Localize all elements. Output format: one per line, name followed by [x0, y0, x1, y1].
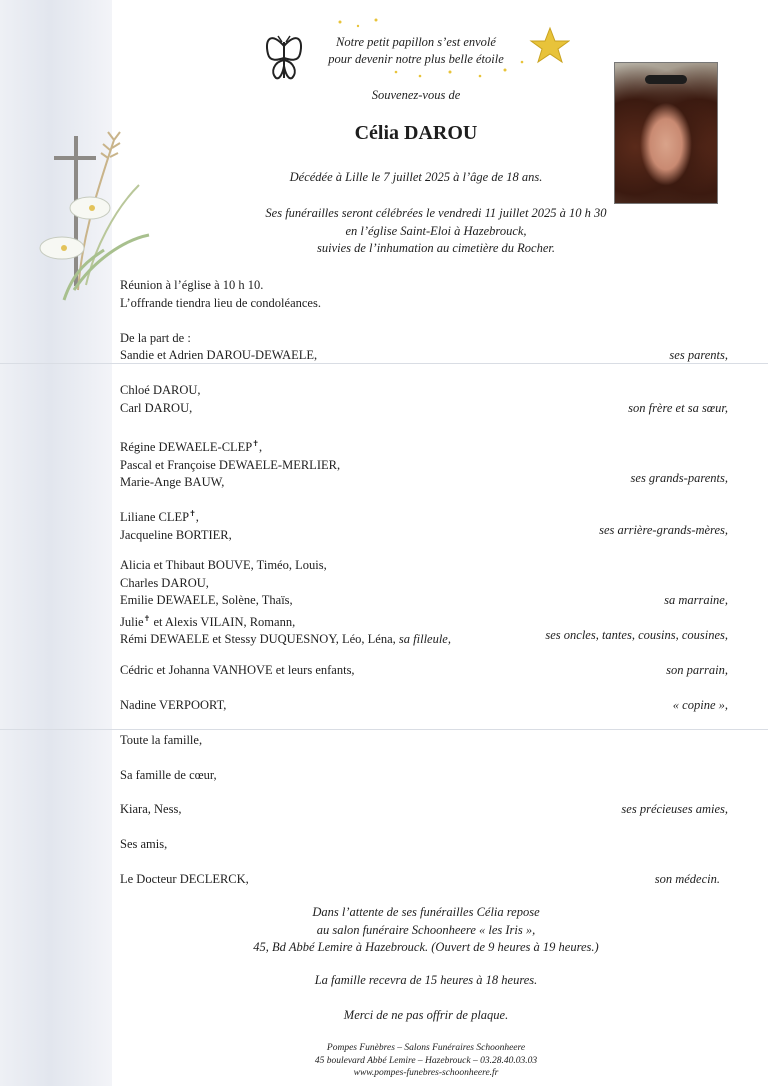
siblings-role: son frère et sa sœur, [628, 401, 728, 415]
relative-line: Julie✝ et Alexis VILAIN, Romann, [120, 613, 296, 629]
from-label: De la part de : [120, 331, 191, 345]
resting-line: Dans l’attente de ses funérailles Célia repose [312, 905, 540, 919]
fold-line [0, 363, 768, 364]
verse-line: Notre petit papillon s’est envolé [336, 35, 496, 49]
portrait-photo [614, 62, 718, 204]
great-grandmothers-role: ses arrière-grands-mères, [599, 523, 728, 537]
relative-line: Charles DAROU, [120, 575, 209, 590]
sunglasses [645, 75, 687, 84]
deceased-name: Célia DAROU [354, 122, 478, 144]
grandparent-name: Pascal et Françoise DEWAELE-MERLIER, [120, 457, 341, 472]
parents-role: ses parents, [669, 348, 728, 362]
great-grandmother-name: Liliane CLEP✝, [120, 509, 199, 525]
no-plaque-note: Merci de ne pas offrir de plaque. [343, 1008, 509, 1022]
siblings-block [120, 382, 201, 417]
friend-role: « copine », [672, 698, 728, 712]
great-grandmothers-block [120, 505, 232, 544]
grandparent-name: Marie-Ange BAUW, [120, 475, 225, 490]
verse-line: pour devenir notre plus belle étoile [328, 52, 504, 66]
fold-line [0, 729, 768, 730]
remember-text: Souvenez-vous de [371, 88, 461, 102]
goddaughter-note: sa filleule, [398, 632, 451, 647]
sibling-name: Chloé DAROU, [120, 383, 201, 397]
relative-line: Emilie DEWAELE, Solène, Thaïs, [120, 593, 293, 607]
relative-line: Rémi DEWAELE et Stessy DUQUESNOY, Léo, Léna, sa filleule, [120, 632, 451, 647]
footer-line: 45 boulevard Abbé Lemire – Hazebrouck – 03.28.40.03.03 [314, 1055, 538, 1066]
godfather-names: Cédric et Johanna VANHOVE et leurs enfants, [120, 663, 355, 677]
whole-family: Toute la famille, [120, 733, 203, 747]
funeral-home-footer [236, 1042, 616, 1080]
verse [286, 34, 546, 68]
deceased-cross-icon: ✝ [143, 613, 151, 623]
friends-role: ses précieuses amies, [621, 802, 728, 816]
godfather-role: son parrain, [666, 663, 728, 677]
resting-place [196, 904, 656, 957]
sibling-name: Carl DAROU, [120, 400, 193, 415]
funeral-line: Ses funérailles seront célébrées le vendredi 11 juillet 2025 à 10 h 30 [265, 206, 607, 220]
funeral-notice [236, 205, 636, 258]
doctor-name: Le Docteur DECLERCK, [120, 872, 249, 886]
doctor-role: son médecin. [654, 872, 720, 886]
grandparents-role: ses grands-parents, [630, 471, 728, 485]
extended-family-block [120, 557, 451, 649]
great-grandmother-name: Jacqueline BORTIER, [120, 527, 232, 542]
grandparents-block [120, 435, 340, 492]
godmother-role: sa marraine, [664, 593, 728, 607]
visiting-hours: La famille recevra de 15 heures à 18 heures. [314, 973, 538, 987]
funeral-line: suivies de l’inhumation au cimetière du Rocher. [316, 241, 556, 255]
friends-names: Kiara, Ness, [120, 802, 182, 816]
intro-block [120, 277, 321, 312]
grandparent-name: Régine DEWAELE-CLEP✝, [120, 439, 263, 455]
deceased-cross-icon: ✝ [189, 509, 196, 518]
funeral-line: en l’église Saint-Eloi à Hazebrouck, [345, 223, 527, 238]
relative-line: Alicia et Thibaut BOUVE, Timéo, Louis, [120, 558, 327, 572]
resting-line: au salon funéraire Schoonheere « les Iris », [316, 922, 536, 937]
footer-line: Pompes Funèbres – Salons Funéraires Schoonheere [326, 1043, 526, 1053]
footer-website: www.pompes-funebres-schoonheere.fr [353, 1068, 499, 1078]
offering-line: L’offrande tiendra lieu de condoléances. [120, 295, 321, 310]
extended-family-role: ses oncles, tantes, cousins, cousines, [545, 628, 728, 642]
parents-names: Sandie et Adrien DAROU-DEWAELE, [120, 348, 318, 362]
resting-line: 45, Bd Abbé Lemire à Hazebrouck. (Ouvert de 9 heures à 19 heures.) [253, 940, 599, 954]
deceased-cross-icon: ✝ [252, 439, 259, 448]
meeting-line: Réunion à l’église à 10 h 10. [120, 278, 264, 292]
death-notice: Décédée à Lille le 7 juillet 2025 à l’âge de 18 ans. [289, 170, 543, 184]
friend-name: Nadine VERPOORT, [120, 698, 227, 712]
her-friends: Ses amis, [120, 837, 168, 851]
heart-family: Sa famille de cœur, [120, 768, 217, 782]
